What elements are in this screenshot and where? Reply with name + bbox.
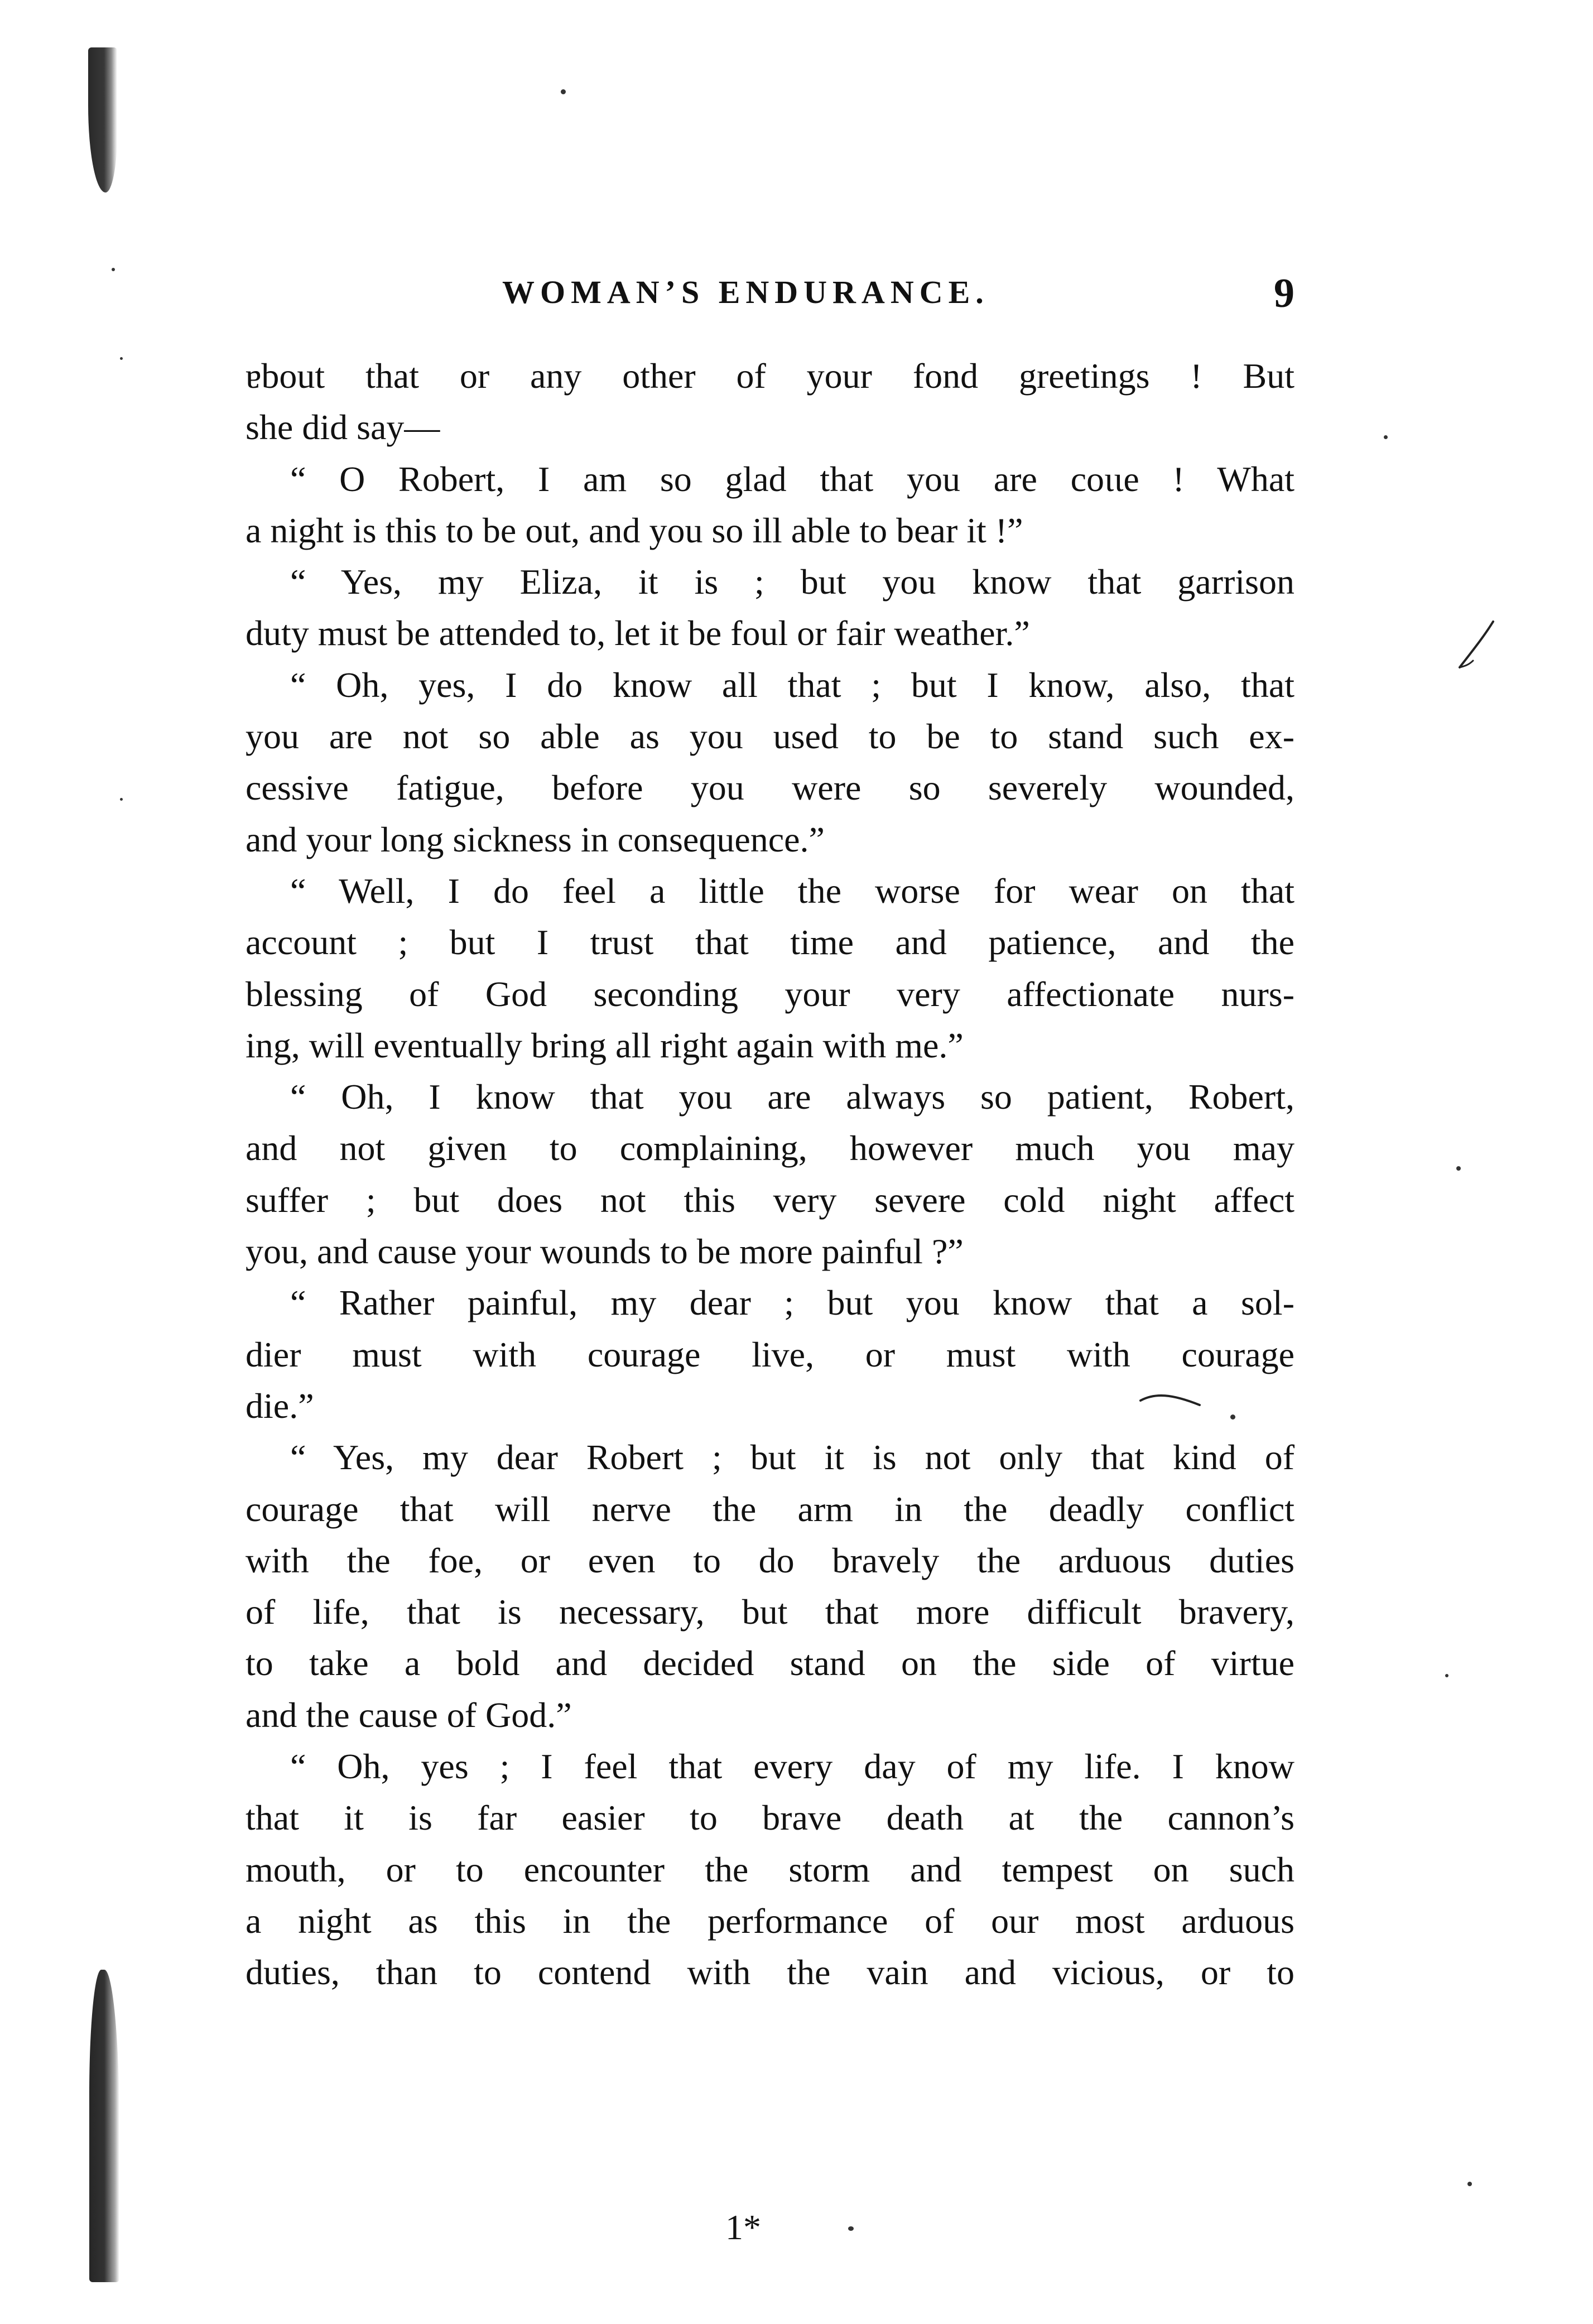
text-line: she did say— xyxy=(246,407,440,448)
text-line: blessing of God seconding your very affectionate nurs- xyxy=(246,974,1294,1014)
text-line: suffer ; but does not this very severe cold night affect xyxy=(246,1180,1294,1220)
text-line: ɐbout that or any other of your fond greetings ! But xyxy=(246,356,1294,396)
text-line: a night as this in the performance of our most arduous xyxy=(246,1900,1294,1941)
scan-speck xyxy=(848,2226,854,2231)
text-line: to take a bold and decided stand on the side of virtue xyxy=(246,1643,1294,1683)
text-line: mouth, or to encounter the storm and tempest on such xyxy=(246,1849,1294,1889)
text-line: you are not so able as you used to be to stand such ex- xyxy=(246,716,1294,757)
text-line: of life, that is necessary, but that more difficult bravery, xyxy=(246,1592,1294,1632)
pencil-mark-icon xyxy=(1456,619,1495,670)
scan-speck xyxy=(120,798,123,801)
page-number: 9 xyxy=(1274,271,1294,316)
text-line: duty must be attended to, let it be foul or fair weather.” xyxy=(246,613,1030,653)
scan-speck xyxy=(1445,1674,1448,1677)
text-line: “ Oh, I know that you are always so patient, Robert, xyxy=(290,1077,1294,1117)
text-line: you, and cause your wounds to be more painful ?” xyxy=(246,1231,964,1272)
text-line: “ Yes, my dear Robert ; but it is not only that kind of xyxy=(290,1437,1294,1478)
text-line: “ Oh, yes, I do know all that ; but I know, also, that xyxy=(290,665,1294,705)
text-line: die.” xyxy=(246,1385,314,1426)
scan-speck xyxy=(1456,1166,1461,1171)
text-line: account ; but I trust that time and patience, and the xyxy=(246,922,1294,963)
text-line: courage that will nerve the arm in the deadly conflict xyxy=(246,1489,1294,1529)
text-line: and the cause of God.” xyxy=(246,1695,572,1735)
text-line: “ Well, I do feel a little the worse for wear on that xyxy=(290,870,1294,911)
running-title: WOMAN’S ENDURANCE. xyxy=(502,274,989,310)
scan-speck xyxy=(120,357,123,360)
text-line: cessive fatigue, before you were so severely wounded, xyxy=(246,768,1294,808)
text-line: that it is far easier to brave death at the cannon’s xyxy=(246,1798,1294,1838)
scan-speck xyxy=(112,268,115,271)
text-line: ing, will eventually bring all right again with me.” xyxy=(246,1025,964,1065)
text-line: and your long sickness in consequence.” xyxy=(246,819,825,859)
text-line: duties, than to contend with the vain and vicious, or to xyxy=(246,1952,1294,1993)
text-line: and not given to complaining, however much you may xyxy=(246,1128,1294,1168)
text-line: “ Yes, my Eliza, it is ; but you know that garrison xyxy=(290,562,1294,602)
signature-mark: 1* xyxy=(725,2207,761,2247)
binding-shadow-bottom xyxy=(89,1970,119,2282)
text-line: with the foe, or even to do bravely the arduous duties xyxy=(246,1540,1294,1580)
scan-speck xyxy=(561,89,566,94)
text-line: “ O Robert, I am so glad that you are coιιe ! What xyxy=(290,459,1294,499)
scan-speck xyxy=(1467,2182,1472,2186)
body-text xyxy=(246,350,1294,1999)
binding-shadow-top xyxy=(88,47,117,193)
text-line: a night is this to be out, and you so ill able to bear it !” xyxy=(246,510,1023,550)
text-line: “ Rather painful, my dear ; but you know that a sol- xyxy=(290,1283,1294,1323)
running-head xyxy=(246,273,1294,318)
text-line: “ Oh, yes ; I feel that every day of my life. I know xyxy=(290,1746,1294,1787)
scan-speck xyxy=(1384,435,1388,439)
text-line: dier must with courage live, or must with courage xyxy=(246,1334,1294,1374)
